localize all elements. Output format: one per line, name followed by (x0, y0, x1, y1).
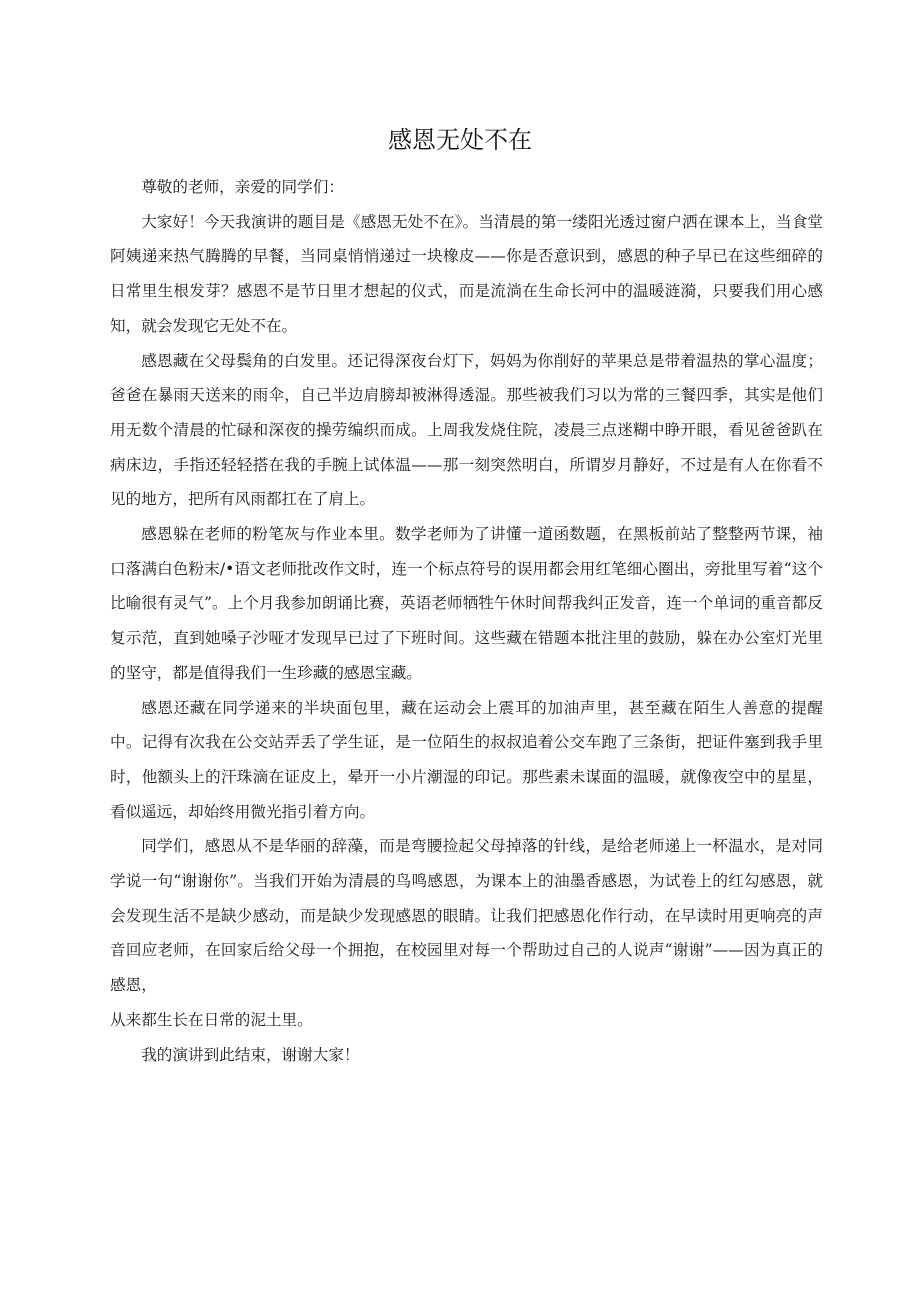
paragraph-5-continuation: 从来都生长在日常的泥土里。 (110, 1010, 313, 1029)
closing-line: 我的演讲到此结束，谢谢大家！ (141, 1045, 360, 1064)
page-title: 感恩无处不在 (388, 126, 532, 154)
paragraph-5: 同学们，感恩从不是华丽的辞藻，而是弯腰捡起父母掉落的针线，是给老师递上一杯温水，是对同学说一句“谢谢你”。当我们开始为清晨的鸟鸣感恩，为课本上的油墨香感恩，为试卷上的红勾感恩，就会发现生活不是缺少感动，而是缺少发现感恩的眼睛。让我们把感恩化作行动，在早读时用更响亮的声音回应老师，在回家后给父母一个拥抱，在校园里对每一个帮助过自己的人说声“谢谢”——因为真正的感恩， (110, 837, 823, 995)
paragraph-1: 大家好！今天我演讲的题目是《感恩无处不在》。当清晨的第一缕阳光透过窗户洒在课本上，当食堂阿姨递来热气腾腾的早餐，当同桌悄悄递过一块橡皮——你是否意识到，感恩的种子早已在这些细碎的日常里生根发芽？感恩不是节日里才想起的仪式，而是流淌在生命长河中的温暖涟漪，只要我们用心感知，就会发现它无处不在。 (110, 212, 823, 335)
speech-body (110, 170, 823, 1072)
paragraph-2: 感恩藏在父母鬓角的白发里。还记得深夜台灯下，妈妈为你削好的苹果总是带着温热的掌心温度；爸爸在暴雨天送来的雨伞，自己半边肩膀却被淋得透湿。那些被我们习以为常的三餐四季，其实是他们用无数个清晨的忙碌和深夜的操劳编织而成。上周我发烧住院，凌晨三点迷糊中睁开眼，看见爸爸趴在病床边，手指还轻轻搭在我的手腕上试体温——那一刻突然明白，所谓岁月静好，不过是有人在你看不见的地方，把所有风雨都扛在了肩上。 (110, 351, 823, 509)
greeting: 尊敬的老师，亲爱的同学们： (141, 178, 344, 196)
paragraph-3: 感恩躲在老师的粉笔灰与作业本里。数学老师为了讲懂一道函数题，在黑板前站了整整两节课，袖口落满白色粉末/•语文老师批改作文时，连一个标点符号的误用都会用红笔细心圈出，旁批里写着“这个比喻很有灵气”。上个月我参加朗诵比赛，英语老师牺牲午休时间帮我纠正发音，连一个单词的重音都反复示范，直到她嗓子沙哑才发现早已过了下班时间。这些藏在错题本批注里的鼓励，躲在办公室灯光里的坚守，都是值得我们一生珍藏的感恩宝藏。 (110, 525, 823, 682)
paragraph-4: 感恩还藏在同学递来的半块面包里，藏在运动会上震耳的加油声里，甚至藏在陌生人善意的提醒中。记得有次我在公交站弄丢了学生证，是一位陌生的叔叔追着公交车跑了三条街，把证件塞到我手里时，他额头上的汗珠滴在证皮上，晕开一小片潮湿的印记。那些素未谋面的温暖，就像夜空中的星星，看似遥远，却始终用微光指引着方向。 (110, 698, 823, 821)
